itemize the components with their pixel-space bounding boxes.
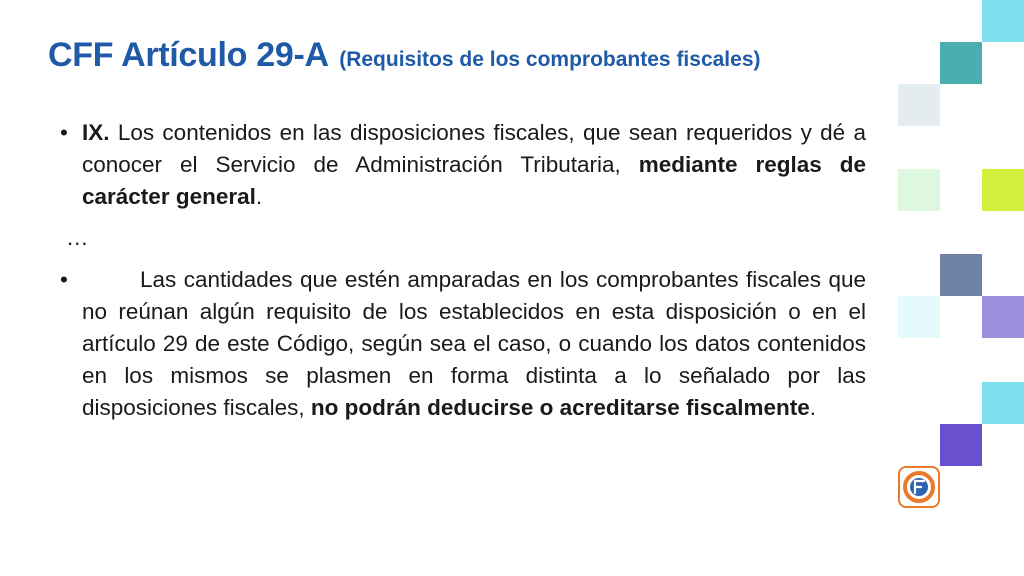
item-end: . bbox=[809, 395, 817, 420]
ellipsis: … bbox=[66, 225, 89, 250]
decor-square bbox=[898, 296, 940, 338]
item-label: IX. bbox=[82, 120, 110, 145]
decor-square bbox=[898, 169, 940, 211]
decor-square bbox=[940, 424, 982, 466]
bullet-item-deduction bbox=[58, 264, 866, 424]
slide-body bbox=[58, 117, 866, 424]
bullet-dot: • bbox=[60, 267, 68, 292]
institution-logo-icon bbox=[898, 466, 940, 508]
bullet-item-ix bbox=[58, 117, 866, 213]
item-emphasis: mediante reglas de carácter general bbox=[82, 152, 866, 209]
item-text: Las cantidades que estén amparadas en los comprobantes fiscales que no reúnan algún requisito de los establecidos en esta disposición o en el artículo 29 de este Código, según sea el caso, o cuando los datos contenidos en los mismos se plasmen en forma distinta a lo señalado por las disposiciones fiscales, bbox=[82, 267, 866, 420]
slide-title bbox=[48, 36, 908, 75]
decor-square bbox=[940, 42, 982, 84]
title-main: CFF Artículo 29-A bbox=[48, 36, 329, 74]
bullet-dot: • bbox=[60, 120, 68, 145]
decor-square bbox=[898, 84, 940, 126]
decor-square bbox=[982, 296, 1024, 338]
decor-square bbox=[982, 169, 1024, 211]
decor-square bbox=[982, 382, 1024, 424]
title-subtitle: (Requisitos de los comprobantes fiscales) bbox=[339, 48, 761, 71]
item-emphasis: no podrán deducirse o acreditarse fiscalmente bbox=[310, 395, 810, 420]
decor-square bbox=[982, 0, 1024, 42]
item-end: . bbox=[255, 184, 263, 209]
item-text: Los contenidos en las disposiciones fiscales, que sean requeridos y dé a conocer el Servicio de Administración Tributaria, bbox=[82, 120, 866, 177]
decor-square bbox=[940, 254, 982, 296]
